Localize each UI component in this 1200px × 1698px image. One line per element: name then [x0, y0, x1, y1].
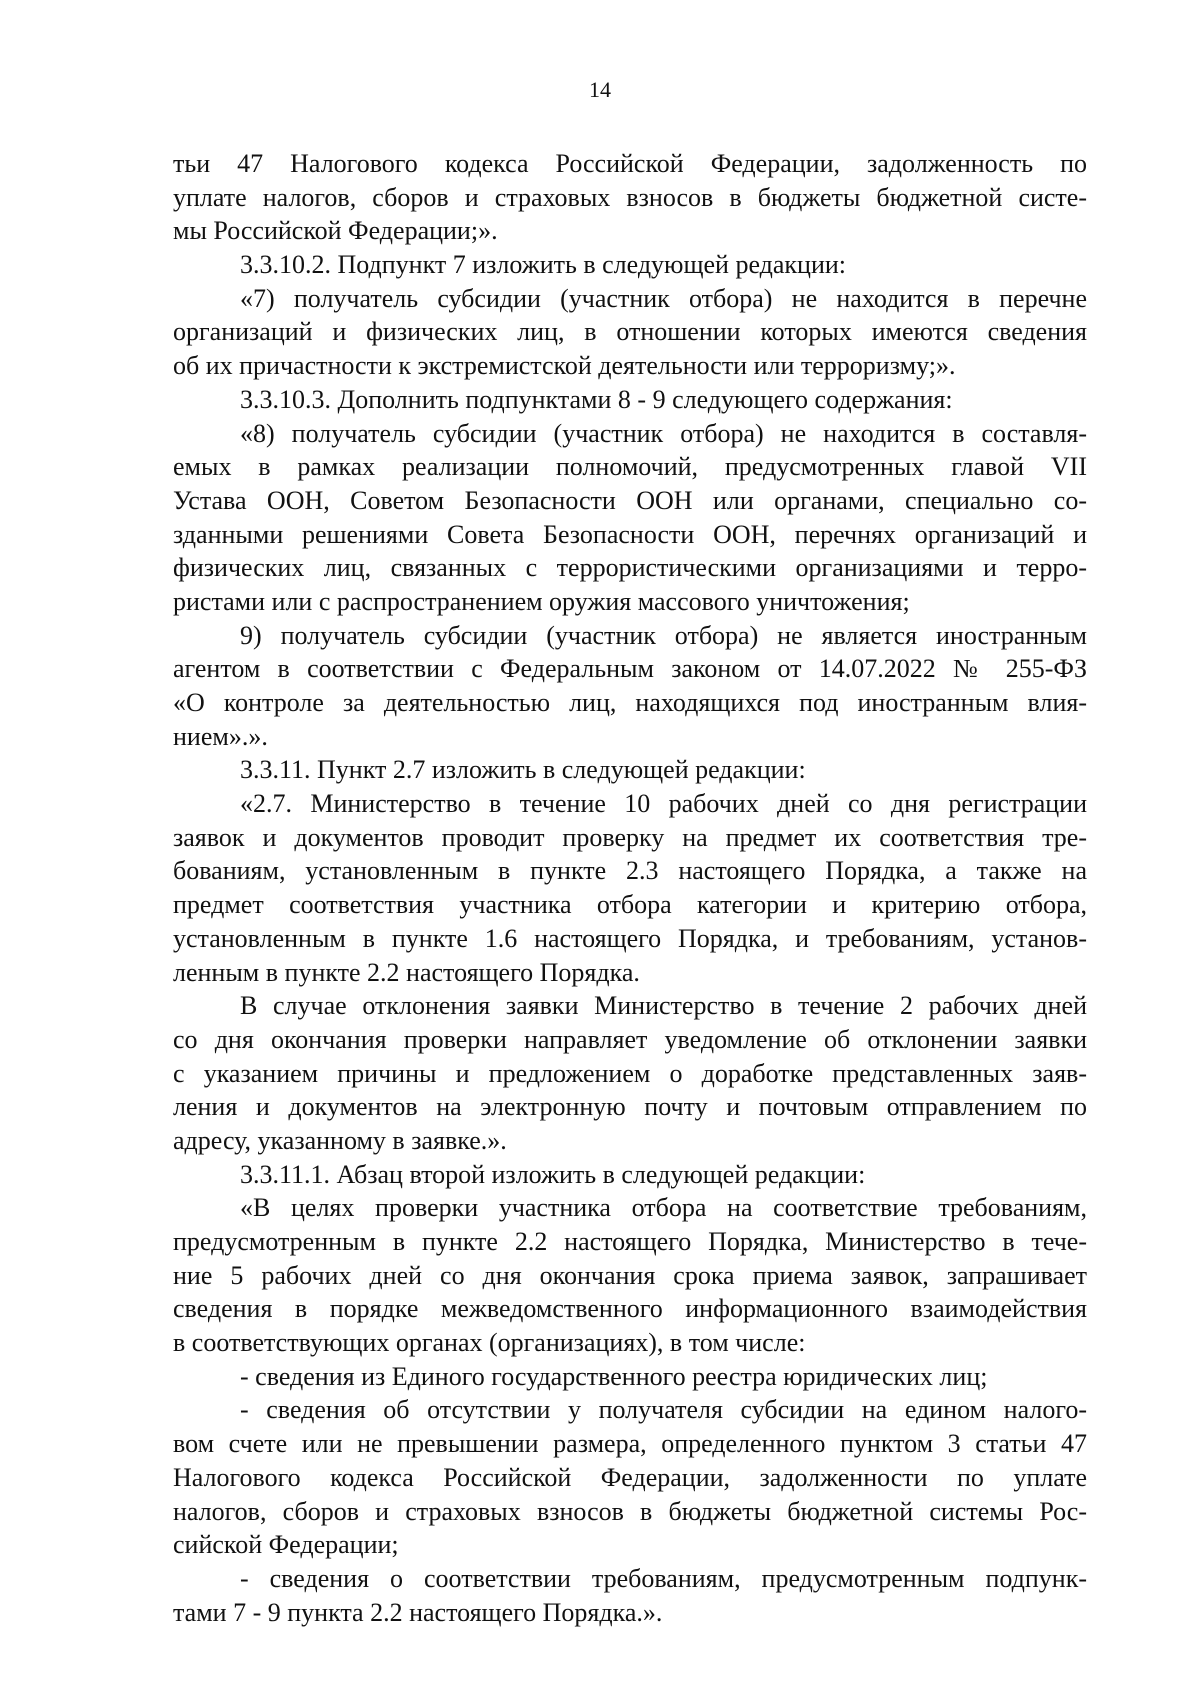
text-line: ленным в пункте 2.2 настоящего Порядка.	[173, 957, 640, 987]
text-line: заявок и документов проводит проверку на предмет их соответствия тре-	[173, 822, 1087, 852]
page-number: 14	[589, 77, 611, 102]
text-line: налогов, сборов и страховых взносов в бюджеты бюджетной системы Рос-	[173, 1496, 1087, 1526]
text-line: 3.3.11.1. Абзац второй изложить в следующей редакции:	[240, 1159, 866, 1189]
text-line: физических лиц, связанных с террористическими организациями и терро-	[173, 553, 1087, 583]
document-body	[173, 147, 1087, 1629]
text-line: агентом в соответствии с Федеральным законом от 14.07.2022 № 255-ФЗ	[173, 654, 1087, 684]
text-line: сийской Федерации;	[173, 1530, 399, 1560]
text-line: тами 7 - 9 пункта 2.2 настоящего Порядка.».	[173, 1597, 663, 1627]
text-line: сведения в порядке межведомственного информационного взаимодействия	[173, 1294, 1087, 1324]
text-line: адресу, указанному в заявке.».	[173, 1125, 507, 1155]
text-line: ления и документов на электронную почту и почтовым отправлением по	[173, 1092, 1087, 1122]
text-line: Налогового кодекса Российской Федерации, задолженности по уплате	[173, 1462, 1087, 1492]
text-line: емых в рамках реализации полномочий, предусмотренных главой VII	[173, 452, 1087, 482]
text-line: мы Российской Федерации;».	[173, 216, 498, 246]
text-line: 3.3.10.3. Дополнить подпунктами 8 - 9 следующего содержания:	[240, 384, 953, 414]
text-line: установленным в пункте 1.6 настоящего Порядка, и требованиям, установ-	[173, 923, 1087, 953]
text-line: «8) получатель субсидии (участник отбора) не находится в составля-	[240, 418, 1087, 448]
text-line: организаций и физических лиц, в отношении которых имеются сведения	[173, 317, 1087, 347]
text-line: вом счете или не превышении размера, определенного пунктом 3 статьи 47	[173, 1429, 1087, 1459]
text-line: «2.7. Министерство в течение 10 рабочих дней со дня регистрации	[240, 789, 1087, 819]
text-line: предусмотренным в пункте 2.2 настоящего Порядка, Министерство в тече-	[173, 1227, 1087, 1256]
text-line: ристами или с распространением оружия массового уничтожения;	[173, 586, 910, 616]
text-line: нием».».	[173, 721, 268, 751]
text-line: - сведения о соответствии требованиям, предусмотренным подпунк-	[240, 1563, 1087, 1593]
text-line: 3.3.10.2. Подпункт 7 изложить в следующей редакции:	[240, 250, 847, 280]
text-line: в соответствующих органах (организациях), в том числе:	[173, 1328, 806, 1358]
text-line: - сведения из Единого государственного реестра юридических лиц;	[240, 1361, 988, 1391]
text-line: тьи 47 Налогового кодекса Российской Федерации, задолженность по	[173, 149, 1087, 178]
text-line: с указанием причины и предложением о доработке представленных заяв-	[173, 1058, 1087, 1088]
text-line: 3.3.11. Пункт 2.7 изложить в следующей редакции:	[240, 755, 806, 785]
text-line: бованиям, установленным в пункте 2.3 настоящего Порядка, а также на	[173, 856, 1087, 886]
text-line: Устава ООН, Советом Безопасности ООН или органами, специально со-	[173, 485, 1087, 515]
text-line: предмет соответствия участника отбора категории и критерию отбора,	[173, 890, 1087, 920]
text-line: уплате налогов, сборов и страховых взносов в бюджеты бюджетной систе-	[173, 182, 1087, 212]
text-line: - сведения об отсутствии у получателя субсидии на едином налого-	[240, 1395, 1087, 1425]
text-line: «О контроле за деятельностью лиц, находящихся под иностранным влия-	[173, 688, 1087, 717]
text-line: зданными решениями Совета Безопасности ООН, перечнях организаций и	[173, 519, 1087, 549]
text-line: со дня окончания проверки направляет уведомление об отклонении заявки	[173, 1024, 1087, 1054]
text-line: 9) получатель субсидии (участник отбора) не является иностранным	[240, 620, 1087, 650]
text-line: ние 5 рабочих дней со дня окончания срока приема заявок, запрашивает	[173, 1260, 1087, 1290]
text-line: «7) получатель субсидии (участник отбора) не находится в перечне	[240, 283, 1087, 313]
text-line: об их причастности к экстремистской деятельности или терроризму;».	[173, 351, 956, 381]
text-line: В случае отклонения заявки Министерство в течение 2 рабочих дней	[240, 991, 1087, 1021]
text-line: «В целях проверки участника отбора на соответствие требованиям,	[240, 1193, 1087, 1223]
